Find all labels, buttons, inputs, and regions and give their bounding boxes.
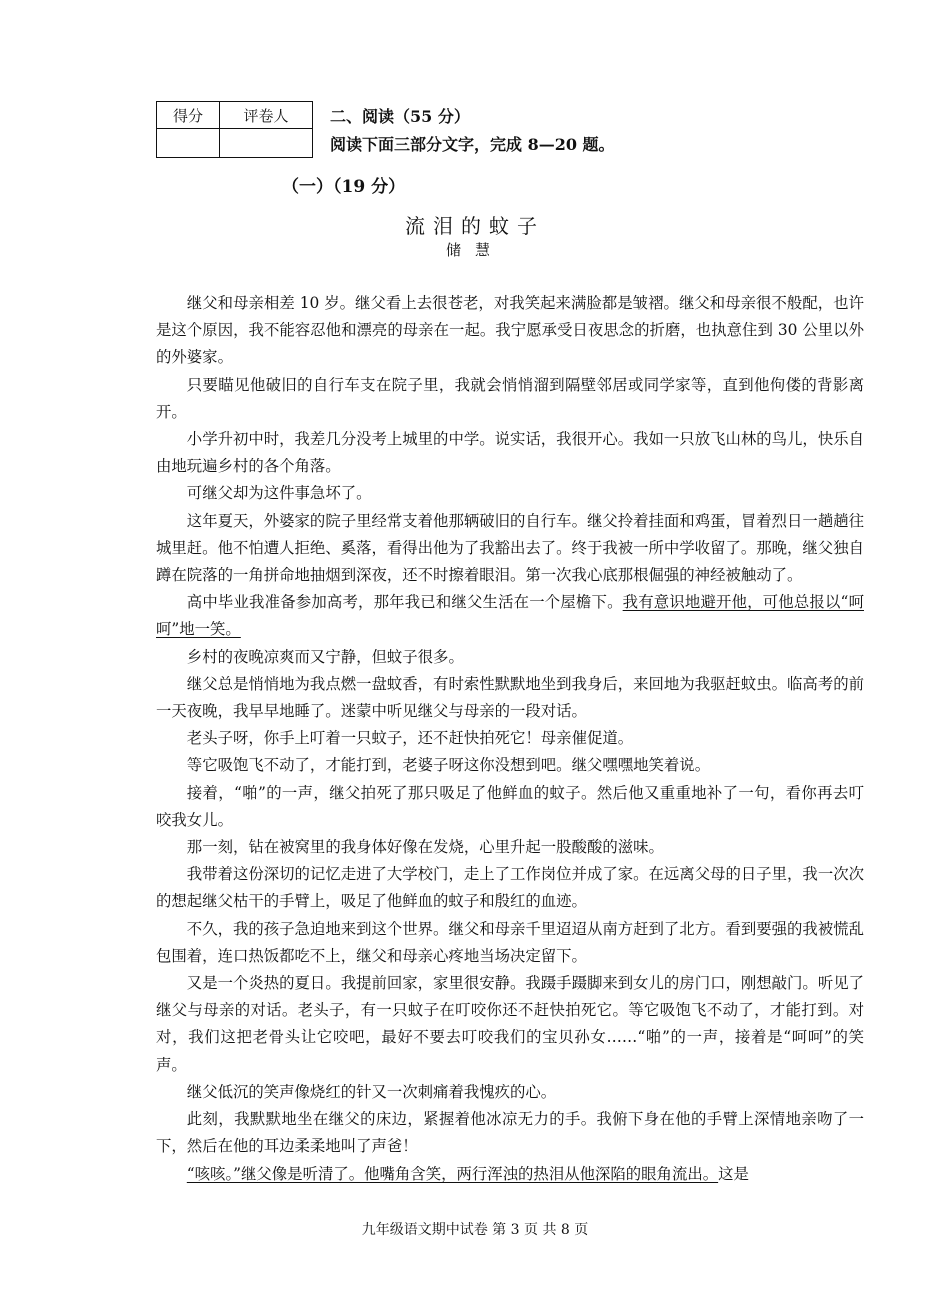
paragraph: 小学升初中时，我差几分没考上城里的中学。说实话，我很开心。我如一只放飞山林的鸟儿，快乐自由地玩遍乡村的各个角落。 — [156, 430, 864, 476]
paragraph-text: 高中毕业我准备参加高考，那年我已和继父生活在一个屋檐下。 — [186, 593, 623, 612]
score-cell[interactable] — [157, 129, 220, 158]
section-instruction: 阅读下面三部分文字，完成 8—20 题。 — [330, 135, 615, 154]
underlined-sentence: 我有意识地避开他，可他总报以“呵呵”地一笑。 — [156, 593, 864, 639]
score-label: 得分 — [157, 102, 220, 129]
part-label: （一）（19 分） — [282, 177, 406, 197]
paragraph: 这年夏天，外婆家的院子里经常支着他那辆破旧的自行车。继父拎着挂面和鸡蛋，冒着烈日一趟趟往城里赶。他不怕遭人拒绝、奚落，看得出他为了我豁出去了。终于我被一所中学收留了。那晚，继父独自蹲在院落的一角拼命地抽烟到深夜，还不时擦着眼泪。第一次我心底那根倔强的神经被触动了。 — [156, 511, 864, 585]
paragraph: 那一刻，钻在被窝里的我身体好像在发烧，心里升起一股酸酸的滋味。 — [186, 838, 664, 857]
paragraph — [156, 1161, 864, 1188]
paragraph: 继父低沉的笑声像烧红的针又一次刺痛着我愧疚的心。 — [186, 1082, 557, 1101]
paragraph: 此刻，我默默地坐在继父的床边，紧握着他冰凉无力的手。我俯下身在他的手臂上深情地亲吻了一下，然后在他的耳边柔柔地叫了声爸！ — [156, 1110, 864, 1156]
paragraph: 继父和母亲相差 10 岁。继父看上去很苍老，对我笑起来满脸都是皱褶。继父和母亲很不般配，也许是这个原因，我不能容忍他和漂亮的母亲在一起。我宁愿承受日夜思念的折磨，也执意住到 30 公里以外的外婆家。 — [156, 294, 864, 367]
article-title: 流泪的蚊子 — [405, 214, 545, 238]
paragraph — [156, 589, 864, 643]
paragraph: 可继父却为这件事急坏了。 — [186, 484, 372, 503]
grader-cell[interactable] — [220, 129, 313, 158]
section-title: 二、阅读（55 分） — [330, 107, 470, 126]
paragraph: 只要瞄见他破旧的自行车支在院子里，我就会悄悄溜到隔壁邻居或同学家等，直到他佝偻的背影离开。 — [156, 375, 864, 421]
paragraph: 又是一个炎热的夏日。我提前回家，家里很安静。我蹑手蹑脚来到女儿的房门口，刚想敲门。听见了继父与母亲的对话。老头子，有一只蚊子在叮咬你还不赶快拍死它。等它吸饱飞不动了，才能打到。对对，我们这把老骨头让它咬吧，最好不要去叮咬我们的宝贝孙女……“啪”的一声，接着是“呵呵”的笑声。 — [156, 974, 864, 1074]
paragraph: 老头子呀，你手上叮着一只蚊子，还不赶快拍死它！母亲催促道。 — [186, 729, 634, 748]
paragraph: 我带着这份深切的记忆走进了大学校门，走上了工作岗位并成了家。在远离父母的日子里，我一次次的想起继父枯干的手臂上，吸足了他鲜血的蚊子和殷红的血迹。 — [156, 865, 864, 911]
grader-label: 评卷人 — [220, 102, 313, 129]
score-box — [156, 101, 313, 158]
article-body — [156, 290, 864, 1188]
paragraph: 不久，我的孩子急迫地来到这个世界。继父和母亲千里迢迢从南方赶到了北方。看到要强的我被慌乱包围着，连口热饭都吃不上，继父和母亲心疼地当场决定留下。 — [156, 919, 864, 965]
paragraph: 继父总是悄悄地为我点燃一盘蚊香，有时索性默默地坐到我身后，来回地为我驱赶蚊虫。临高考的前一天夜晚，我早早地睡了。迷蒙中听见继父与母亲的一段对话。 — [156, 674, 864, 721]
underlined-sentence: “咳咳。”继父像是听清了。他嘴角含笑，两行浑浊的热泪从他深陷的眼角流出。 — [186, 1164, 719, 1183]
page-footer: 九年级语文期中试卷 第 3 页 共 8 页 — [361, 1222, 589, 1238]
paragraph: 接着，“啪”的一声，继父拍死了那只吸足了他鲜血的蚊子。然后他又重重地补了一句，看你再去叮咬我女儿。 — [156, 783, 864, 829]
paragraph-text: 这是 — [718, 1164, 749, 1183]
paragraph: 乡村的夜晚凉爽而又宁静，但蚊子很多。 — [186, 647, 464, 666]
article-author: 储慧 — [445, 241, 504, 259]
paragraph: 等它吸饱飞不动了，才能打到，老婆子呀这你没想到吧。继父嘿嘿地笑着说。 — [186, 756, 711, 775]
